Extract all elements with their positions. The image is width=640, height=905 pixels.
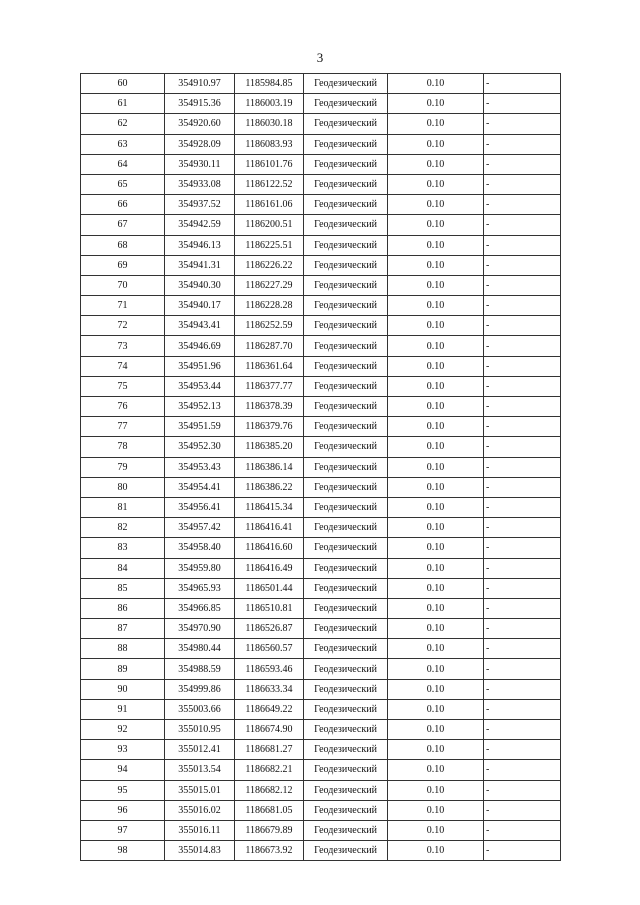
point-number-cell: 73: [81, 336, 165, 356]
note-cell: -: [484, 720, 561, 740]
y-coordinate-cell: 1186101.76: [235, 154, 304, 174]
accuracy-cell: 0.10: [388, 497, 484, 517]
y-coordinate-cell: 1186083.93: [235, 134, 304, 154]
point-number-cell: 63: [81, 134, 165, 154]
y-coordinate-cell: 1186510.81: [235, 598, 304, 618]
y-coordinate-cell: 1186673.92: [235, 841, 304, 861]
note-cell: -: [484, 518, 561, 538]
y-coordinate-cell: 1186385.20: [235, 437, 304, 457]
method-cell: Геодезический: [304, 800, 388, 820]
accuracy-cell: 0.10: [388, 720, 484, 740]
note-cell: -: [484, 114, 561, 134]
accuracy-cell: 0.10: [388, 215, 484, 235]
table-row: [81, 820, 561, 840]
point-number-cell: 98: [81, 841, 165, 861]
x-coordinate-cell: 354946.69: [165, 336, 235, 356]
note-cell: -: [484, 740, 561, 760]
method-cell: Геодезический: [304, 275, 388, 295]
x-coordinate-cell: 354999.86: [165, 679, 235, 699]
y-coordinate-cell: 1185984.85: [235, 74, 304, 94]
point-number-cell: 87: [81, 619, 165, 639]
note-cell: -: [484, 336, 561, 356]
x-coordinate-cell: 354951.96: [165, 356, 235, 376]
method-cell: Геодезический: [304, 417, 388, 437]
y-coordinate-cell: 1186228.28: [235, 296, 304, 316]
note-cell: -: [484, 558, 561, 578]
method-cell: Геодезический: [304, 679, 388, 699]
y-coordinate-cell: 1186287.70: [235, 336, 304, 356]
y-coordinate-cell: 1186386.22: [235, 477, 304, 497]
table-row: [81, 800, 561, 820]
table-row: [81, 336, 561, 356]
table-row: [81, 437, 561, 457]
table-row: [81, 195, 561, 215]
x-coordinate-cell: 354954.41: [165, 477, 235, 497]
table-row: [81, 497, 561, 517]
accuracy-cell: 0.10: [388, 437, 484, 457]
note-cell: -: [484, 477, 561, 497]
x-coordinate-cell: 354942.59: [165, 215, 235, 235]
y-coordinate-cell: 1186681.27: [235, 740, 304, 760]
x-coordinate-cell: 354952.30: [165, 437, 235, 457]
accuracy-cell: 0.10: [388, 154, 484, 174]
point-number-cell: 88: [81, 639, 165, 659]
method-cell: Геодезический: [304, 154, 388, 174]
accuracy-cell: 0.10: [388, 74, 484, 94]
table-row: [81, 296, 561, 316]
accuracy-cell: 0.10: [388, 820, 484, 840]
x-coordinate-cell: 354937.52: [165, 195, 235, 215]
x-coordinate-cell: 354956.41: [165, 497, 235, 517]
y-coordinate-cell: 1186682.12: [235, 780, 304, 800]
accuracy-cell: 0.10: [388, 336, 484, 356]
table-row: [81, 397, 561, 417]
accuracy-cell: 0.10: [388, 134, 484, 154]
table-row: [81, 114, 561, 134]
coordinates-table: [80, 73, 561, 861]
note-cell: -: [484, 316, 561, 336]
accuracy-cell: 0.10: [388, 397, 484, 417]
point-number-cell: 77: [81, 417, 165, 437]
table-row: [81, 174, 561, 194]
note-cell: -: [484, 659, 561, 679]
x-coordinate-cell: 354910.97: [165, 74, 235, 94]
point-number-cell: 78: [81, 437, 165, 457]
point-number-cell: 90: [81, 679, 165, 699]
table-row: [81, 316, 561, 336]
y-coordinate-cell: 1186003.19: [235, 94, 304, 114]
y-coordinate-cell: 1186416.49: [235, 558, 304, 578]
method-cell: Геодезический: [304, 437, 388, 457]
x-coordinate-cell: 355003.66: [165, 699, 235, 719]
method-cell: Геодезический: [304, 94, 388, 114]
method-cell: Геодезический: [304, 134, 388, 154]
table-row: [81, 841, 561, 861]
x-coordinate-cell: 355012.41: [165, 740, 235, 760]
table-row: [81, 235, 561, 255]
accuracy-cell: 0.10: [388, 679, 484, 699]
x-coordinate-cell: 354970.90: [165, 619, 235, 639]
table-row: [81, 255, 561, 275]
accuracy-cell: 0.10: [388, 94, 484, 114]
y-coordinate-cell: 1186674.90: [235, 720, 304, 740]
y-coordinate-cell: 1186379.76: [235, 417, 304, 437]
accuracy-cell: 0.10: [388, 639, 484, 659]
y-coordinate-cell: 1186030.18: [235, 114, 304, 134]
accuracy-cell: 0.10: [388, 598, 484, 618]
point-number-cell: 66: [81, 195, 165, 215]
y-coordinate-cell: 1186501.44: [235, 578, 304, 598]
method-cell: Геодезический: [304, 659, 388, 679]
point-number-cell: 65: [81, 174, 165, 194]
point-number-cell: 82: [81, 518, 165, 538]
x-coordinate-cell: 354940.30: [165, 275, 235, 295]
method-cell: Геодезический: [304, 114, 388, 134]
accuracy-cell: 0.10: [388, 296, 484, 316]
table-row: [81, 720, 561, 740]
method-cell: Геодезический: [304, 74, 388, 94]
x-coordinate-cell: 354980.44: [165, 639, 235, 659]
y-coordinate-cell: 1186226.22: [235, 255, 304, 275]
table-row: [81, 740, 561, 760]
method-cell: Геодезический: [304, 841, 388, 861]
accuracy-cell: 0.10: [388, 477, 484, 497]
accuracy-cell: 0.10: [388, 275, 484, 295]
accuracy-cell: 0.10: [388, 417, 484, 437]
method-cell: Геодезический: [304, 255, 388, 275]
method-cell: Геодезический: [304, 699, 388, 719]
table-row: [81, 679, 561, 699]
y-coordinate-cell: 1186227.29: [235, 275, 304, 295]
method-cell: Геодезический: [304, 235, 388, 255]
note-cell: -: [484, 598, 561, 618]
note-cell: -: [484, 437, 561, 457]
method-cell: Геодезический: [304, 820, 388, 840]
point-number-cell: 67: [81, 215, 165, 235]
method-cell: Геодезический: [304, 336, 388, 356]
method-cell: Геодезический: [304, 780, 388, 800]
table-row: [81, 457, 561, 477]
point-number-cell: 97: [81, 820, 165, 840]
accuracy-cell: 0.10: [388, 699, 484, 719]
method-cell: Геодезический: [304, 397, 388, 417]
accuracy-cell: 0.10: [388, 316, 484, 336]
x-coordinate-cell: 354988.59: [165, 659, 235, 679]
table-row: [81, 619, 561, 639]
accuracy-cell: 0.10: [388, 558, 484, 578]
accuracy-cell: 0.10: [388, 780, 484, 800]
accuracy-cell: 0.10: [388, 356, 484, 376]
point-number-cell: 64: [81, 154, 165, 174]
note-cell: -: [484, 376, 561, 396]
point-number-cell: 61: [81, 94, 165, 114]
table-row: [81, 74, 561, 94]
x-coordinate-cell: 355014.83: [165, 841, 235, 861]
table-row: [81, 356, 561, 376]
x-coordinate-cell: 354946.13: [165, 235, 235, 255]
method-cell: Геодезический: [304, 518, 388, 538]
accuracy-cell: 0.10: [388, 841, 484, 861]
method-cell: Геодезический: [304, 538, 388, 558]
table-row: [81, 598, 561, 618]
y-coordinate-cell: 1186252.59: [235, 316, 304, 336]
y-coordinate-cell: 1186526.87: [235, 619, 304, 639]
x-coordinate-cell: 354966.85: [165, 598, 235, 618]
method-cell: Геодезический: [304, 215, 388, 235]
table-row: [81, 699, 561, 719]
table-row: [81, 639, 561, 659]
method-cell: Геодезический: [304, 598, 388, 618]
method-cell: Геодезический: [304, 457, 388, 477]
accuracy-cell: 0.10: [388, 376, 484, 396]
x-coordinate-cell: 355013.54: [165, 760, 235, 780]
x-coordinate-cell: 355010.95: [165, 720, 235, 740]
y-coordinate-cell: 1186377.77: [235, 376, 304, 396]
accuracy-cell: 0.10: [388, 195, 484, 215]
note-cell: -: [484, 780, 561, 800]
point-number-cell: 95: [81, 780, 165, 800]
x-coordinate-cell: 354952.13: [165, 397, 235, 417]
method-cell: Геодезический: [304, 578, 388, 598]
point-number-cell: 86: [81, 598, 165, 618]
note-cell: -: [484, 134, 561, 154]
note-cell: -: [484, 800, 561, 820]
point-number-cell: 62: [81, 114, 165, 134]
table-row: [81, 780, 561, 800]
accuracy-cell: 0.10: [388, 114, 484, 134]
x-coordinate-cell: 354940.17: [165, 296, 235, 316]
method-cell: Геодезический: [304, 376, 388, 396]
point-number-cell: 69: [81, 255, 165, 275]
x-coordinate-cell: 354920.60: [165, 114, 235, 134]
method-cell: Геодезический: [304, 174, 388, 194]
x-coordinate-cell: 355015.01: [165, 780, 235, 800]
table-row: [81, 760, 561, 780]
y-coordinate-cell: 1186200.51: [235, 215, 304, 235]
table-row: [81, 376, 561, 396]
note-cell: -: [484, 457, 561, 477]
y-coordinate-cell: 1186593.46: [235, 659, 304, 679]
accuracy-cell: 0.10: [388, 538, 484, 558]
table-row: [81, 417, 561, 437]
x-coordinate-cell: 354930.11: [165, 154, 235, 174]
point-number-cell: 71: [81, 296, 165, 316]
y-coordinate-cell: 1186122.52: [235, 174, 304, 194]
x-coordinate-cell: 354915.36: [165, 94, 235, 114]
table-row: [81, 275, 561, 295]
x-coordinate-cell: 354953.43: [165, 457, 235, 477]
y-coordinate-cell: 1186225.51: [235, 235, 304, 255]
note-cell: -: [484, 820, 561, 840]
point-number-cell: 91: [81, 699, 165, 719]
table-row: [81, 518, 561, 538]
accuracy-cell: 0.10: [388, 578, 484, 598]
x-coordinate-cell: 354959.80: [165, 558, 235, 578]
y-coordinate-cell: 1186649.22: [235, 699, 304, 719]
accuracy-cell: 0.10: [388, 800, 484, 820]
method-cell: Геодезический: [304, 195, 388, 215]
table-row: [81, 538, 561, 558]
point-number-cell: 76: [81, 397, 165, 417]
x-coordinate-cell: 354933.08: [165, 174, 235, 194]
point-number-cell: 60: [81, 74, 165, 94]
accuracy-cell: 0.10: [388, 518, 484, 538]
note-cell: -: [484, 235, 561, 255]
accuracy-cell: 0.10: [388, 255, 484, 275]
table-row: [81, 215, 561, 235]
accuracy-cell: 0.10: [388, 174, 484, 194]
x-coordinate-cell: 354928.09: [165, 134, 235, 154]
accuracy-cell: 0.10: [388, 659, 484, 679]
point-number-cell: 89: [81, 659, 165, 679]
point-number-cell: 80: [81, 477, 165, 497]
accuracy-cell: 0.10: [388, 457, 484, 477]
x-coordinate-cell: 354965.93: [165, 578, 235, 598]
x-coordinate-cell: 355016.02: [165, 800, 235, 820]
point-number-cell: 93: [81, 740, 165, 760]
note-cell: -: [484, 174, 561, 194]
y-coordinate-cell: 1186361.64: [235, 356, 304, 376]
note-cell: -: [484, 94, 561, 114]
note-cell: -: [484, 154, 561, 174]
point-number-cell: 68: [81, 235, 165, 255]
note-cell: -: [484, 356, 561, 376]
note-cell: -: [484, 255, 561, 275]
method-cell: Геодезический: [304, 356, 388, 376]
x-coordinate-cell: 354943.41: [165, 316, 235, 336]
note-cell: -: [484, 699, 561, 719]
x-coordinate-cell: 355016.11: [165, 820, 235, 840]
note-cell: -: [484, 760, 561, 780]
method-cell: Геодезический: [304, 296, 388, 316]
note-cell: -: [484, 215, 561, 235]
y-coordinate-cell: 1186416.60: [235, 538, 304, 558]
accuracy-cell: 0.10: [388, 235, 484, 255]
note-cell: -: [484, 275, 561, 295]
point-number-cell: 94: [81, 760, 165, 780]
y-coordinate-cell: 1186386.14: [235, 457, 304, 477]
y-coordinate-cell: 1186633.34: [235, 679, 304, 699]
point-number-cell: 75: [81, 376, 165, 396]
point-number-cell: 84: [81, 558, 165, 578]
method-cell: Геодезический: [304, 477, 388, 497]
note-cell: -: [484, 296, 561, 316]
y-coordinate-cell: 1186378.39: [235, 397, 304, 417]
y-coordinate-cell: 1186679.89: [235, 820, 304, 840]
accuracy-cell: 0.10: [388, 740, 484, 760]
x-coordinate-cell: 354958.40: [165, 538, 235, 558]
page-number: 3: [316, 50, 324, 65]
method-cell: Геодезический: [304, 740, 388, 760]
y-coordinate-cell: 1186560.57: [235, 639, 304, 659]
accuracy-cell: 0.10: [388, 760, 484, 780]
note-cell: -: [484, 679, 561, 699]
x-coordinate-cell: 354951.59: [165, 417, 235, 437]
x-coordinate-cell: 354957.42: [165, 518, 235, 538]
method-cell: Геодезический: [304, 619, 388, 639]
accuracy-cell: 0.10: [388, 619, 484, 639]
method-cell: Геодезический: [304, 316, 388, 336]
note-cell: -: [484, 497, 561, 517]
coordinates-table-body: [81, 74, 561, 861]
point-number-cell: 83: [81, 538, 165, 558]
y-coordinate-cell: 1186681.05: [235, 800, 304, 820]
method-cell: Геодезический: [304, 558, 388, 578]
note-cell: -: [484, 74, 561, 94]
method-cell: Геодезический: [304, 760, 388, 780]
note-cell: -: [484, 195, 561, 215]
point-number-cell: 74: [81, 356, 165, 376]
note-cell: -: [484, 417, 561, 437]
x-coordinate-cell: 354953.44: [165, 376, 235, 396]
point-number-cell: 70: [81, 275, 165, 295]
method-cell: Геодезический: [304, 497, 388, 517]
point-number-cell: 96: [81, 800, 165, 820]
y-coordinate-cell: 1186682.21: [235, 760, 304, 780]
point-number-cell: 92: [81, 720, 165, 740]
point-number-cell: 85: [81, 578, 165, 598]
table-row: [81, 659, 561, 679]
note-cell: -: [484, 397, 561, 417]
note-cell: -: [484, 841, 561, 861]
table-row: [81, 558, 561, 578]
point-number-cell: 81: [81, 497, 165, 517]
y-coordinate-cell: 1186161.06: [235, 195, 304, 215]
x-coordinate-cell: 354941.31: [165, 255, 235, 275]
point-number-cell: 79: [81, 457, 165, 477]
table-row: [81, 578, 561, 598]
y-coordinate-cell: 1186416.41: [235, 518, 304, 538]
point-number-cell: 72: [81, 316, 165, 336]
note-cell: -: [484, 578, 561, 598]
table-row: [81, 134, 561, 154]
table-row: [81, 477, 561, 497]
y-coordinate-cell: 1186415.34: [235, 497, 304, 517]
table-row: [81, 154, 561, 174]
method-cell: Геодезический: [304, 639, 388, 659]
method-cell: Геодезический: [304, 720, 388, 740]
note-cell: -: [484, 619, 561, 639]
table-row: [81, 94, 561, 114]
note-cell: -: [484, 639, 561, 659]
note-cell: -: [484, 538, 561, 558]
